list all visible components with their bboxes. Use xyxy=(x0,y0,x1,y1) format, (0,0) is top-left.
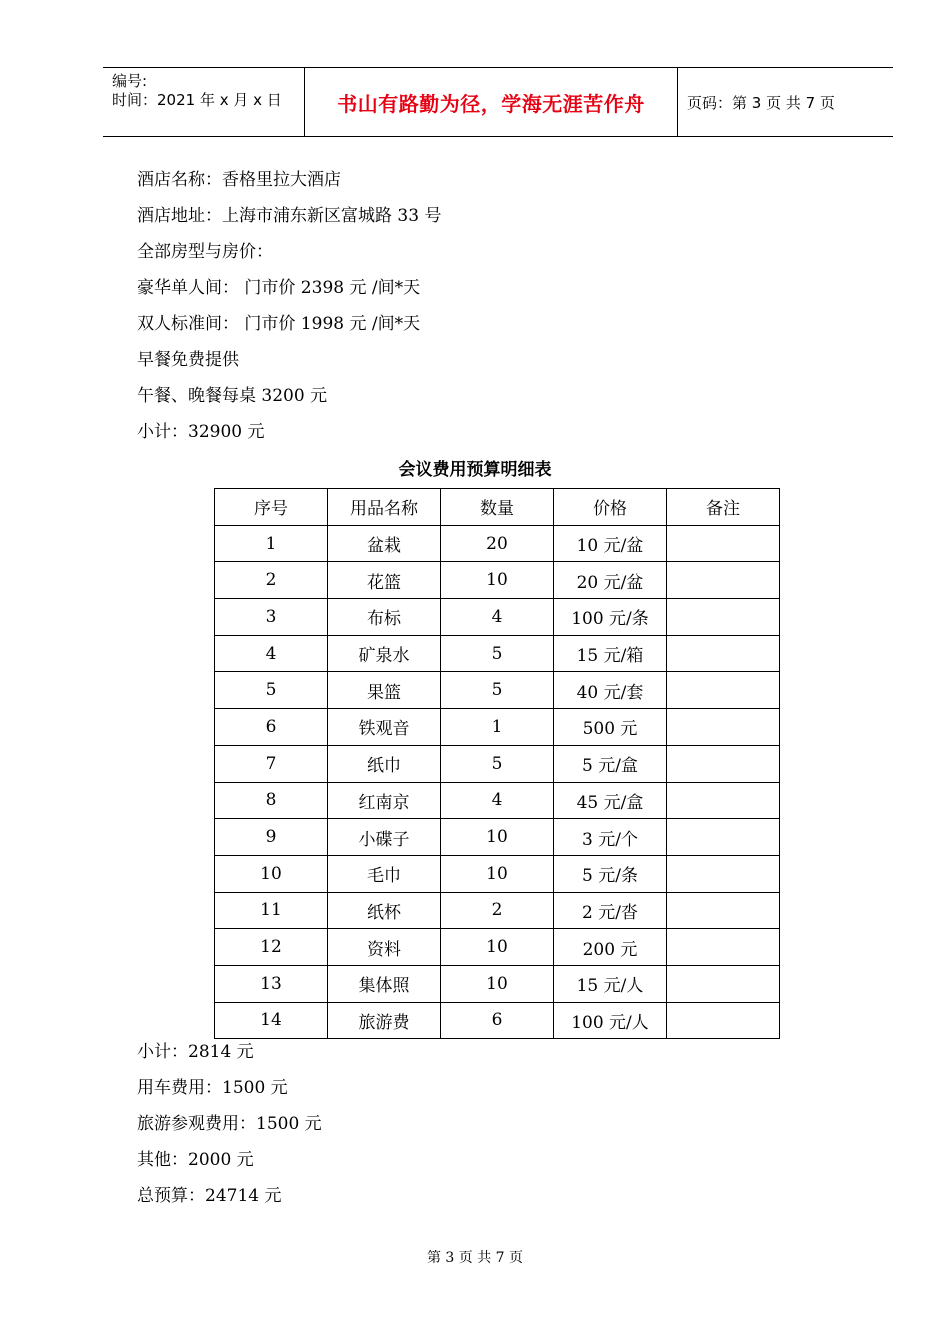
document-number-label: 编号: xyxy=(112,72,148,90)
table-cell: 4 xyxy=(441,599,554,636)
table-cell: 资料 xyxy=(328,929,441,966)
table-cell: 15 元/人 xyxy=(554,965,667,1002)
table-row xyxy=(215,635,780,672)
table-row xyxy=(215,929,780,966)
table-cell: 12 xyxy=(215,929,328,966)
table-header-row xyxy=(215,489,780,526)
table-cell: 布标 xyxy=(328,599,441,636)
column-header: 数量 xyxy=(441,489,554,526)
table-cell: 2 xyxy=(215,562,328,599)
table-cell: 1 xyxy=(215,525,328,562)
table-row xyxy=(215,965,780,1002)
table-cell: 10 xyxy=(441,929,554,966)
info-line: 豪华单人间： 门市价 2398 元 /间*天 xyxy=(137,278,421,298)
column-header: 价格 xyxy=(554,489,667,526)
table-cell: 40 元/套 xyxy=(554,672,667,709)
table-cell xyxy=(667,635,780,672)
info-line: 早餐免费提供 xyxy=(137,350,239,370)
table-cell: 8 xyxy=(215,782,328,819)
summary-line: 小计：2814 元 xyxy=(137,1042,254,1062)
table-row xyxy=(215,525,780,562)
table-row xyxy=(215,672,780,709)
table-cell: 5 元/条 xyxy=(554,855,667,892)
page-header xyxy=(103,67,893,137)
table-cell xyxy=(667,855,780,892)
table-cell: 500 元 xyxy=(554,709,667,746)
table-cell: 20 元/盆 xyxy=(554,562,667,599)
header-motto: 书山有路勤为径，学海无涯苦作舟 xyxy=(304,68,678,136)
table-cell: 10 xyxy=(441,562,554,599)
table-row xyxy=(215,855,780,892)
page-footer: 第 3 页 共 7 页 xyxy=(426,1250,524,1266)
document-date: 时间：2021 年 x 月 x 日 xyxy=(112,91,282,109)
table-cell: 果篮 xyxy=(328,672,441,709)
table-cell: 花篮 xyxy=(328,562,441,599)
table-cell: 200 元 xyxy=(554,929,667,966)
header-info xyxy=(103,68,304,136)
table-cell: 纸巾 xyxy=(328,745,441,782)
header-page-number: 页码：第 3 页 共 7 页 xyxy=(687,93,835,112)
table-cell: 10 xyxy=(441,965,554,1002)
table-cell: 9 xyxy=(215,819,328,856)
table-cell: 铁观音 xyxy=(328,709,441,746)
table-cell xyxy=(667,819,780,856)
table-cell: 14 xyxy=(215,1002,328,1039)
table-cell xyxy=(667,562,780,599)
table-cell: 20 xyxy=(441,525,554,562)
summary-line: 其他：2000 元 xyxy=(137,1150,254,1170)
table-cell xyxy=(667,672,780,709)
table-row xyxy=(215,892,780,929)
table-cell: 45 元/盒 xyxy=(554,782,667,819)
column-header: 用品名称 xyxy=(328,489,441,526)
table-cell: 小碟子 xyxy=(328,819,441,856)
table-cell xyxy=(667,1002,780,1039)
table-cell: 毛巾 xyxy=(328,855,441,892)
table-cell: 盆栽 xyxy=(328,525,441,562)
budget-summary-section xyxy=(137,1038,322,1218)
table-cell: 4 xyxy=(215,635,328,672)
table-cell xyxy=(667,525,780,562)
info-line: 全部房型与房价： xyxy=(137,242,273,262)
table-cell: 红南京 xyxy=(328,782,441,819)
table-body xyxy=(215,525,780,1039)
table-cell: 2 元/沓 xyxy=(554,892,667,929)
table-cell: 3 xyxy=(215,599,328,636)
table-cell: 旅游费 xyxy=(328,1002,441,1039)
summary-line: 旅游参观费用：1500 元 xyxy=(137,1114,322,1134)
table-cell: 10 xyxy=(215,855,328,892)
table-cell: 3 元/个 xyxy=(554,819,667,856)
column-header: 序号 xyxy=(215,489,328,526)
info-line: 酒店地址：上海市浦东新区富城路 33 号 xyxy=(137,206,442,226)
table-cell: 10 xyxy=(441,819,554,856)
hotel-info-section xyxy=(137,166,441,454)
table-title: 会议费用预算明细表 xyxy=(398,460,552,480)
table-row xyxy=(215,819,780,856)
summary-line: 总预算：24714 元 xyxy=(137,1186,282,1206)
table-cell: 1 xyxy=(441,709,554,746)
column-header: 备注 xyxy=(667,489,780,526)
table-row xyxy=(215,745,780,782)
table-cell xyxy=(667,709,780,746)
table-cell xyxy=(667,599,780,636)
table-row xyxy=(215,599,780,636)
table-cell: 11 xyxy=(215,892,328,929)
table-cell: 6 xyxy=(441,1002,554,1039)
table-row xyxy=(215,709,780,746)
table-cell: 5 xyxy=(215,672,328,709)
table-cell xyxy=(667,745,780,782)
info-line: 酒店名称：香格里拉大酒店 xyxy=(137,170,341,190)
table-cell: 13 xyxy=(215,965,328,1002)
table-cell: 10 xyxy=(441,855,554,892)
budget-table xyxy=(214,488,780,1039)
table-cell: 6 xyxy=(215,709,328,746)
summary-line: 用车费用：1500 元 xyxy=(137,1078,288,1098)
table-row xyxy=(215,782,780,819)
table-cell: 100 元/条 xyxy=(554,599,667,636)
info-line: 小计：32900 元 xyxy=(137,422,265,442)
info-line: 双人标准间： 门市价 1998 元 /间*天 xyxy=(137,314,421,334)
table-cell: 矿泉水 xyxy=(328,635,441,672)
table-cell: 4 xyxy=(441,782,554,819)
table-cell xyxy=(667,782,780,819)
info-line: 午餐、晚餐每桌 3200 元 xyxy=(137,386,328,406)
table-row xyxy=(215,562,780,599)
table-cell: 5 元/盒 xyxy=(554,745,667,782)
table-cell xyxy=(667,892,780,929)
table-cell: 2 xyxy=(441,892,554,929)
table-cell: 5 xyxy=(441,672,554,709)
table-cell: 纸杯 xyxy=(328,892,441,929)
table-cell: 7 xyxy=(215,745,328,782)
table-cell: 5 xyxy=(441,745,554,782)
table-cell: 集体照 xyxy=(328,965,441,1002)
table-row xyxy=(215,1002,780,1039)
table-cell: 100 元/人 xyxy=(554,1002,667,1039)
table-cell: 10 元/盆 xyxy=(554,525,667,562)
table-cell xyxy=(667,929,780,966)
table-cell: 15 元/箱 xyxy=(554,635,667,672)
table-cell xyxy=(667,965,780,1002)
table-cell: 5 xyxy=(441,635,554,672)
